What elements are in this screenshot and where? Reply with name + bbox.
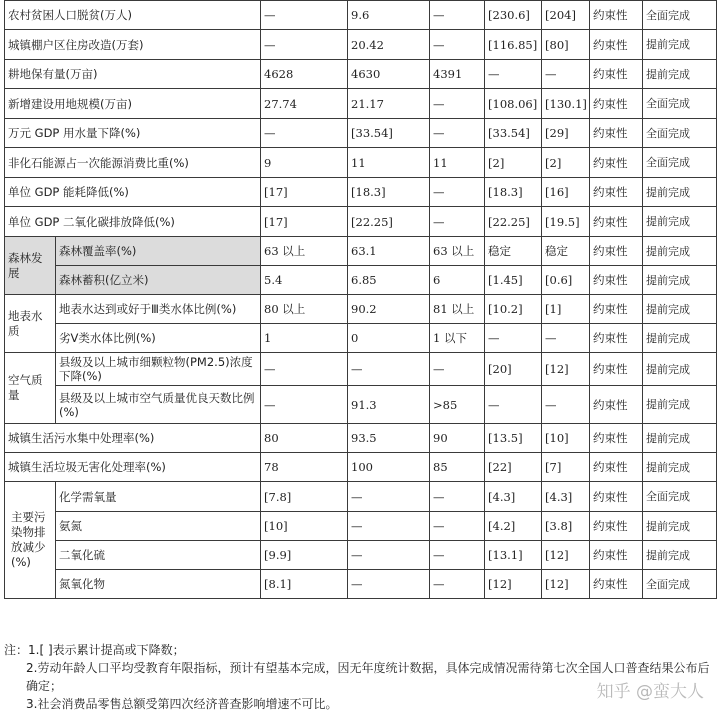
table-row	[5, 207, 717, 237]
cell-v2015: 80	[261, 424, 348, 453]
cell-t13: [22.25]	[485, 207, 542, 237]
cell-t13: [13.1]	[485, 541, 542, 570]
table-row	[5, 237, 717, 266]
cell-a2020: —	[430, 1, 485, 30]
cell-t13: [12]	[485, 570, 542, 599]
cell-t2020: 93.5	[348, 424, 430, 453]
cell-a2020: 6	[430, 266, 485, 295]
cell-v2015: —	[261, 353, 348, 386]
cell-status: 提前完成	[643, 178, 717, 207]
cell-status: 提前完成	[643, 424, 717, 453]
cell-t2020: 90.2	[348, 295, 430, 324]
table-row	[5, 482, 717, 512]
cell-v2015: 1	[261, 324, 348, 353]
indicator-name: 森林蓄积(亿立米)	[56, 266, 261, 295]
cell-status: 提前完成	[643, 453, 717, 482]
cell-a2020: 11	[430, 148, 485, 178]
cell-a2020: 1 以下	[430, 324, 485, 353]
cell-prop: 约束性	[590, 178, 643, 207]
cell-t2020: —	[348, 541, 430, 570]
cell-t2020: —	[348, 570, 430, 599]
cell-t2020: —	[348, 482, 430, 512]
indicator-name: 耕地保有量(万亩)	[5, 60, 261, 89]
cell-status: 全面完成	[643, 89, 717, 119]
cell-v2015: 78	[261, 453, 348, 482]
cell-t2020: 91.3	[348, 386, 430, 424]
indicator-name: 二氧化硫	[56, 541, 261, 570]
cell-t13: 稳定	[485, 237, 542, 266]
indicator-name: 单位 GDP 能耗降低(%)	[5, 178, 261, 207]
indicator-name: 城镇生活垃圾无害化处理率(%)	[5, 453, 261, 482]
group-label: 森林发展	[5, 237, 56, 295]
cell-a2020: —	[430, 30, 485, 60]
cell-a2020: 90	[430, 424, 485, 453]
cell-a2020: —	[430, 207, 485, 237]
indicator-name: 地表水达到或好于Ⅲ类水体比例(%)	[56, 295, 261, 324]
cell-a13: [4.3]	[542, 482, 590, 512]
cell-t2020: 6.85	[348, 266, 430, 295]
cell-status: 提前完成	[643, 324, 717, 353]
cell-v2015: [10]	[261, 512, 348, 541]
table-row	[5, 424, 717, 453]
cell-prop: 约束性	[590, 148, 643, 178]
cell-prop: 约束性	[590, 89, 643, 119]
cell-status: 提前完成	[643, 237, 717, 266]
cell-a13: [12]	[542, 353, 590, 386]
cell-t13: [20]	[485, 353, 542, 386]
table-row	[5, 541, 717, 570]
cell-prop: 约束性	[590, 453, 643, 482]
cell-v2015: 9	[261, 148, 348, 178]
cell-t2020: —	[348, 512, 430, 541]
cell-v2015: —	[261, 1, 348, 30]
cell-v2015: [9.9]	[261, 541, 348, 570]
cell-t2020: 20.42	[348, 30, 430, 60]
cell-status: 全面完成	[643, 148, 717, 178]
cell-status: 提前完成	[643, 266, 717, 295]
cell-a2020: —	[430, 353, 485, 386]
cell-a2020: 85	[430, 453, 485, 482]
table-row	[5, 353, 717, 386]
cell-t13: —	[485, 60, 542, 89]
cell-a13: [29]	[542, 119, 590, 148]
table-row	[5, 324, 717, 353]
cell-prop: 约束性	[590, 30, 643, 60]
cell-prop: 约束性	[590, 353, 643, 386]
table-row	[5, 295, 717, 324]
cell-a2020: 63 以上	[430, 237, 485, 266]
cell-a13: 稳定	[542, 237, 590, 266]
cell-t2020: 11	[348, 148, 430, 178]
table-row	[5, 570, 717, 599]
note-1: 注：1.[ ]表示累计提高或下降数；	[4, 643, 185, 657]
cell-a2020: —	[430, 482, 485, 512]
cell-a13: [7]	[542, 453, 590, 482]
cell-a13: [10]	[542, 424, 590, 453]
cell-a13: [1]	[542, 295, 590, 324]
cell-a13: —	[542, 386, 590, 424]
cell-prop: 约束性	[590, 386, 643, 424]
cell-a2020: >85	[430, 386, 485, 424]
cell-a2020: —	[430, 89, 485, 119]
cell-a13: [3.8]	[542, 512, 590, 541]
indicator-name: 城镇生活污水集中处理率(%)	[5, 424, 261, 453]
cell-status: 提前完成	[643, 30, 717, 60]
cell-t13: [33.54]	[485, 119, 542, 148]
cell-v2015: —	[261, 30, 348, 60]
table-row	[5, 148, 717, 178]
note-2: 2.劳动年龄人口平均受教育年限指标，预计有望基本完成，因无年度统计数据，具体完成情况需待第七次全国人口普查结果公布后确定；	[26, 661, 710, 693]
cell-a2020: —	[430, 541, 485, 570]
cell-status: 提前完成	[643, 541, 717, 570]
cell-a13: [0.6]	[542, 266, 590, 295]
indicator-name: 氨氮	[56, 512, 261, 541]
cell-t2020: 100	[348, 453, 430, 482]
cell-status: 全面完成	[643, 1, 717, 30]
table-row	[5, 60, 717, 89]
cell-t13: [22]	[485, 453, 542, 482]
cell-prop: 约束性	[590, 60, 643, 89]
cell-prop: 约束性	[590, 541, 643, 570]
indicator-name: 万元 GDP 用水量下降(%)	[5, 119, 261, 148]
cell-a13: —	[542, 60, 590, 89]
indicator-name: 非化石能源占一次能源消费比重(%)	[5, 148, 261, 178]
cell-a13: [16]	[542, 178, 590, 207]
cell-t2020: 4630	[348, 60, 430, 89]
cell-prop: 约束性	[590, 295, 643, 324]
table-row	[5, 266, 717, 295]
cell-v2015: [7.8]	[261, 482, 348, 512]
cell-v2015: [8.1]	[261, 570, 348, 599]
indicator-name: 化学需氧量	[56, 482, 261, 512]
cell-a13: [204]	[542, 1, 590, 30]
cell-t2020: 0	[348, 324, 430, 353]
cell-t2020: [33.54]	[348, 119, 430, 148]
cell-t13: [116.85]	[485, 30, 542, 60]
cell-a2020: —	[430, 178, 485, 207]
cell-a13: —	[542, 324, 590, 353]
cell-prop: 约束性	[590, 237, 643, 266]
cell-v2015: 63 以上	[261, 237, 348, 266]
cell-prop: 约束性	[590, 324, 643, 353]
cell-t13: [4.2]	[485, 512, 542, 541]
watermark-text: 知乎 @蛮大人	[595, 677, 706, 702]
table-row	[5, 30, 717, 60]
cell-a13: [19.5]	[542, 207, 590, 237]
group-label: 空气质量	[5, 353, 56, 424]
cell-v2015: [17]	[261, 207, 348, 237]
cell-prop: 约束性	[590, 512, 643, 541]
cell-v2015: 4628	[261, 60, 348, 89]
cell-t13: [2]	[485, 148, 542, 178]
indicator-name: 县级及以上城市细颗粒物(PM2.5)浓度下降(%)	[56, 353, 261, 386]
cell-a13: [12]	[542, 570, 590, 599]
table-row	[5, 453, 717, 482]
cell-t2020: [18.3]	[348, 178, 430, 207]
cell-t2020: —	[348, 353, 430, 386]
cell-status: 提前完成	[643, 353, 717, 386]
indicator-name: 农村贫困人口脱贫(万人)	[5, 1, 261, 30]
cell-t2020: [22.25]	[348, 207, 430, 237]
cell-v2015: 27.74	[261, 89, 348, 119]
cell-status: 提前完成	[643, 295, 717, 324]
cell-v2015: 5.4	[261, 266, 348, 295]
cell-prop: 约束性	[590, 424, 643, 453]
indicator-name: 县级及以上城市空气质量优良天数比例(%)	[56, 386, 261, 424]
indicator-table	[4, 0, 717, 599]
cell-a13: [2]	[542, 148, 590, 178]
table-row	[5, 1, 717, 30]
cell-t13: [1.45]	[485, 266, 542, 295]
table-row	[5, 178, 717, 207]
cell-t13: [4.3]	[485, 482, 542, 512]
table-row	[5, 119, 717, 148]
cell-t13: [230.6]	[485, 1, 542, 30]
cell-t13: —	[485, 324, 542, 353]
cell-status: 全面完成	[643, 570, 717, 599]
cell-prop: 约束性	[590, 570, 643, 599]
cell-a13: [80]	[542, 30, 590, 60]
cell-v2015: 80 以上	[261, 295, 348, 324]
cell-t13: [13.5]	[485, 424, 542, 453]
cell-t2020: 9.6	[348, 1, 430, 30]
cell-status: 提前完成	[643, 60, 717, 89]
indicator-name: 新增建设用地规模(万亩)	[5, 89, 261, 119]
cell-status: 提前完成	[643, 207, 717, 237]
cell-t2020: 21.17	[348, 89, 430, 119]
cell-a2020: 81 以上	[430, 295, 485, 324]
cell-prop: 约束性	[590, 482, 643, 512]
cell-a2020: 4391	[430, 60, 485, 89]
cell-t13: [108.06]	[485, 89, 542, 119]
cell-prop: 约束性	[590, 266, 643, 295]
cell-a13: [12]	[542, 541, 590, 570]
cell-a2020: —	[430, 570, 485, 599]
cell-status: 全面完成	[643, 482, 717, 512]
indicator-name: 森林覆盖率(%)	[56, 237, 261, 266]
cell-prop: 约束性	[590, 1, 643, 30]
indicator-name: 氮氧化物	[56, 570, 261, 599]
group-label: 地表水质	[5, 295, 56, 353]
table-row	[5, 89, 717, 119]
cell-t13: —	[485, 386, 542, 424]
cell-prop: 约束性	[590, 119, 643, 148]
table-row	[5, 512, 717, 541]
cell-t13: [18.3]	[485, 178, 542, 207]
table-row	[5, 386, 717, 424]
indicator-name: 单位 GDP 二氧化碳排放降低(%)	[5, 207, 261, 237]
cell-v2015: [17]	[261, 178, 348, 207]
cell-t2020: 63.1	[348, 237, 430, 266]
cell-status: 提前完成	[643, 512, 717, 541]
cell-v2015: —	[261, 386, 348, 424]
cell-a2020: —	[430, 119, 485, 148]
cell-t13: [10.2]	[485, 295, 542, 324]
cell-a2020: —	[430, 512, 485, 541]
group-label: 主要污染物排放减少(%)	[5, 482, 56, 599]
cell-a13: [130.1]	[542, 89, 590, 119]
cell-v2015: —	[261, 119, 348, 148]
note-3: 3.社会消费品零售总额受第四次经济普查影响增速不可比。	[26, 697, 338, 711]
indicator-name: 城镇棚户区住房改造(万套)	[5, 30, 261, 60]
cell-status: 提前完成	[643, 386, 717, 424]
cell-status: 全面完成	[643, 119, 717, 148]
cell-prop: 约束性	[590, 207, 643, 237]
indicator-name: 劣Ⅴ类水体比例(%)	[56, 324, 261, 353]
